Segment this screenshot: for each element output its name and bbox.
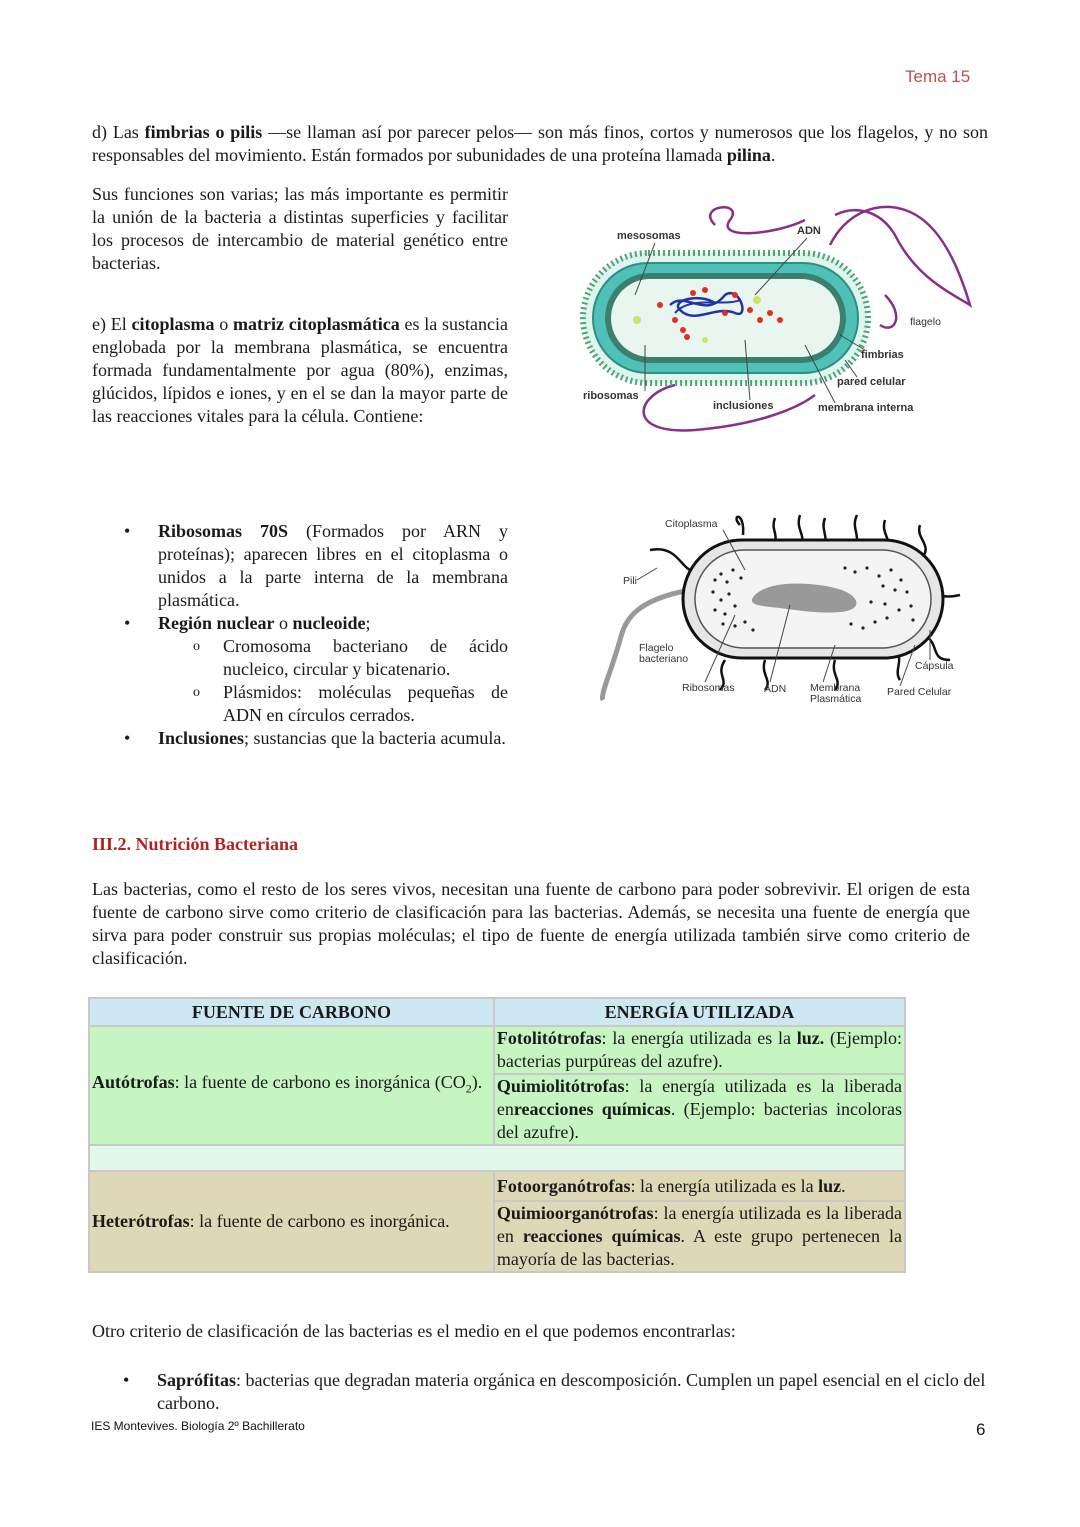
- label-adn-bw: ADN: [764, 683, 787, 695]
- table-spacer-row: [89, 1145, 905, 1171]
- sub-list-item: o Cromosoma bacteriano de ácido nucleico, circular y bicatenario.: [193, 636, 508, 679]
- cell-fotolitotrofas: Fotolitótrofas: la energía utilizada es la luz. (Ejemplo: bacterias purpúreas del azufre).: [494, 1026, 905, 1074]
- label-inclusiones: inclusiones: [713, 400, 774, 412]
- medio-intro: Otro criterio de clasificación de las bacterias es el medio en el que podemos encontrarlas:: [92, 1321, 736, 1341]
- fimbrias-functions-paragraph: Sus funciones son varias; las más importante es permitir la unión de la bacteria a distintas superficies y facilitar los procesos de intercambio de material genético entre bacterias.: [92, 184, 508, 273]
- label-capsula: Cápsula: [915, 660, 954, 672]
- cell-autotrofas: Autótrofas: la fuente de carbono es inorgánica $(CO_2)$.: [89, 1026, 494, 1145]
- footer-school: IES Montevives. Biología 2º Bachillerato: [91, 1419, 305, 1433]
- label-pared-celular-bw: Pared Celular: [887, 686, 952, 698]
- page-number: 6: [976, 1420, 986, 1439]
- flagellum: [880, 295, 896, 328]
- label-citoplasma: Citoplasma: [665, 518, 718, 530]
- bacteria-diagram-colored: [575, 195, 975, 440]
- saprofitas-item: • Saprófitas: bacterias que degradan materia orgánica en descomposición. Cumplen un papel esencial en el ciclo del carbono.: [123, 1370, 986, 1413]
- citoplasma-paragraph: e) El citoplasma o matriz citoplasmática es la sustancia englobada por la membrana plasmática, se encuentra formada fundamentalmente por agua (80%), enzimas, glúcidos, lípidos e iones, y en el se dan la mayor parte de las reacciones vitales para la célula. Contiene:: [92, 314, 509, 426]
- label-mesosomas: mesosomas: [617, 230, 681, 242]
- sub-list-item: o Plásmidos: moléculas pequeñas de ADN en círculos cerrados.: [193, 682, 508, 725]
- table-header-row: [89, 998, 905, 1026]
- cell-fotoorganotrofas: Fotoorganótrofas: la energía utilizada es la luz.: [494, 1171, 905, 1201]
- label-membrana-interna: membrana interna: [818, 402, 914, 414]
- label-adn: ADN: [797, 225, 821, 237]
- label-membrana: Membrana: [810, 682, 861, 694]
- list-item: • Inclusiones; sustancias que la bacteria acumula.: [124, 728, 506, 748]
- list-item: • Región nuclear o nucleoide;: [124, 613, 371, 633]
- label-pared-celular: pared celular: [837, 376, 906, 388]
- cell-heterotrofas: Heterótrofas: la fuente de carbono es inorgánica.: [89, 1171, 494, 1272]
- header-energia-utilizada: ENERGÍA UTILIZADA: [494, 998, 905, 1026]
- cell-quimioorganotrofas: Quimioorganótrofas: la energía utilizada es la liberada en reacciones químicas. A este grupo pertenecen la mayoría de las bacterias.: [494, 1201, 905, 1272]
- label-fimbrias: fimbrias: [861, 349, 904, 361]
- nutrition-table: [88, 997, 906, 1273]
- spacer-cell: [89, 1145, 905, 1171]
- label-flagelo: Flagelo: [639, 642, 674, 654]
- nutricion-intro: Las bacterias, como el resto de los seres vivos, necesitan una fuente de carbono para poder sobrevivir. El origen de esta fuente de carbono sirve como criterio de clasificación para las bacterias. Además, se necesita una fuente de energía que sirva para poder construir sus propias moléculas; el tipo de fuente de energía utilizada también sirve como criterio de clasificación.: [92, 879, 970, 968]
- table-row: [89, 1026, 905, 1074]
- flagellum: [710, 207, 805, 233]
- label-ribosomas-bw: Ribosomas: [682, 682, 735, 694]
- bacteria-diagram-bw: [595, 510, 975, 710]
- header-topic: Tema 15: [905, 67, 971, 86]
- fimbrias-paragraph: d) Las fimbrias o pilis —se llaman así por parecer pelos— son más finos, cortos y numerosos que los flagelos, y no son responsables del movimiento. Están formados por subunidades de una proteína llamada pilina.: [92, 122, 989, 165]
- label-bacteriano: bacteriano: [639, 653, 689, 665]
- label-pili: Pili: [623, 575, 638, 587]
- list-item: • Ribosomas 70S (Formados por ARN y proteínas); aparecen libres en el citoplasma o unidos a la parte interna de la membrana plasmática.: [124, 521, 509, 610]
- header-fuente-carbono: FUENTE DE CARBONO: [89, 998, 494, 1026]
- label-ribosomas: ribosomas: [583, 390, 639, 402]
- label-plasmatica: Plasmática: [810, 693, 862, 705]
- label-flagelo: flagelo: [910, 316, 941, 328]
- section-title: III.2. Nutrición Bacteriana: [92, 834, 298, 854]
- table-row: [89, 1171, 905, 1201]
- cell-quimiolitotrofas: Quimiolitótrofas: la energía utilizada es la liberada enreacciones químicas. (Ejemplo: bacterias incoloras del azufre).: [494, 1074, 905, 1145]
- citoplasma-content-list: [124, 520, 509, 750]
